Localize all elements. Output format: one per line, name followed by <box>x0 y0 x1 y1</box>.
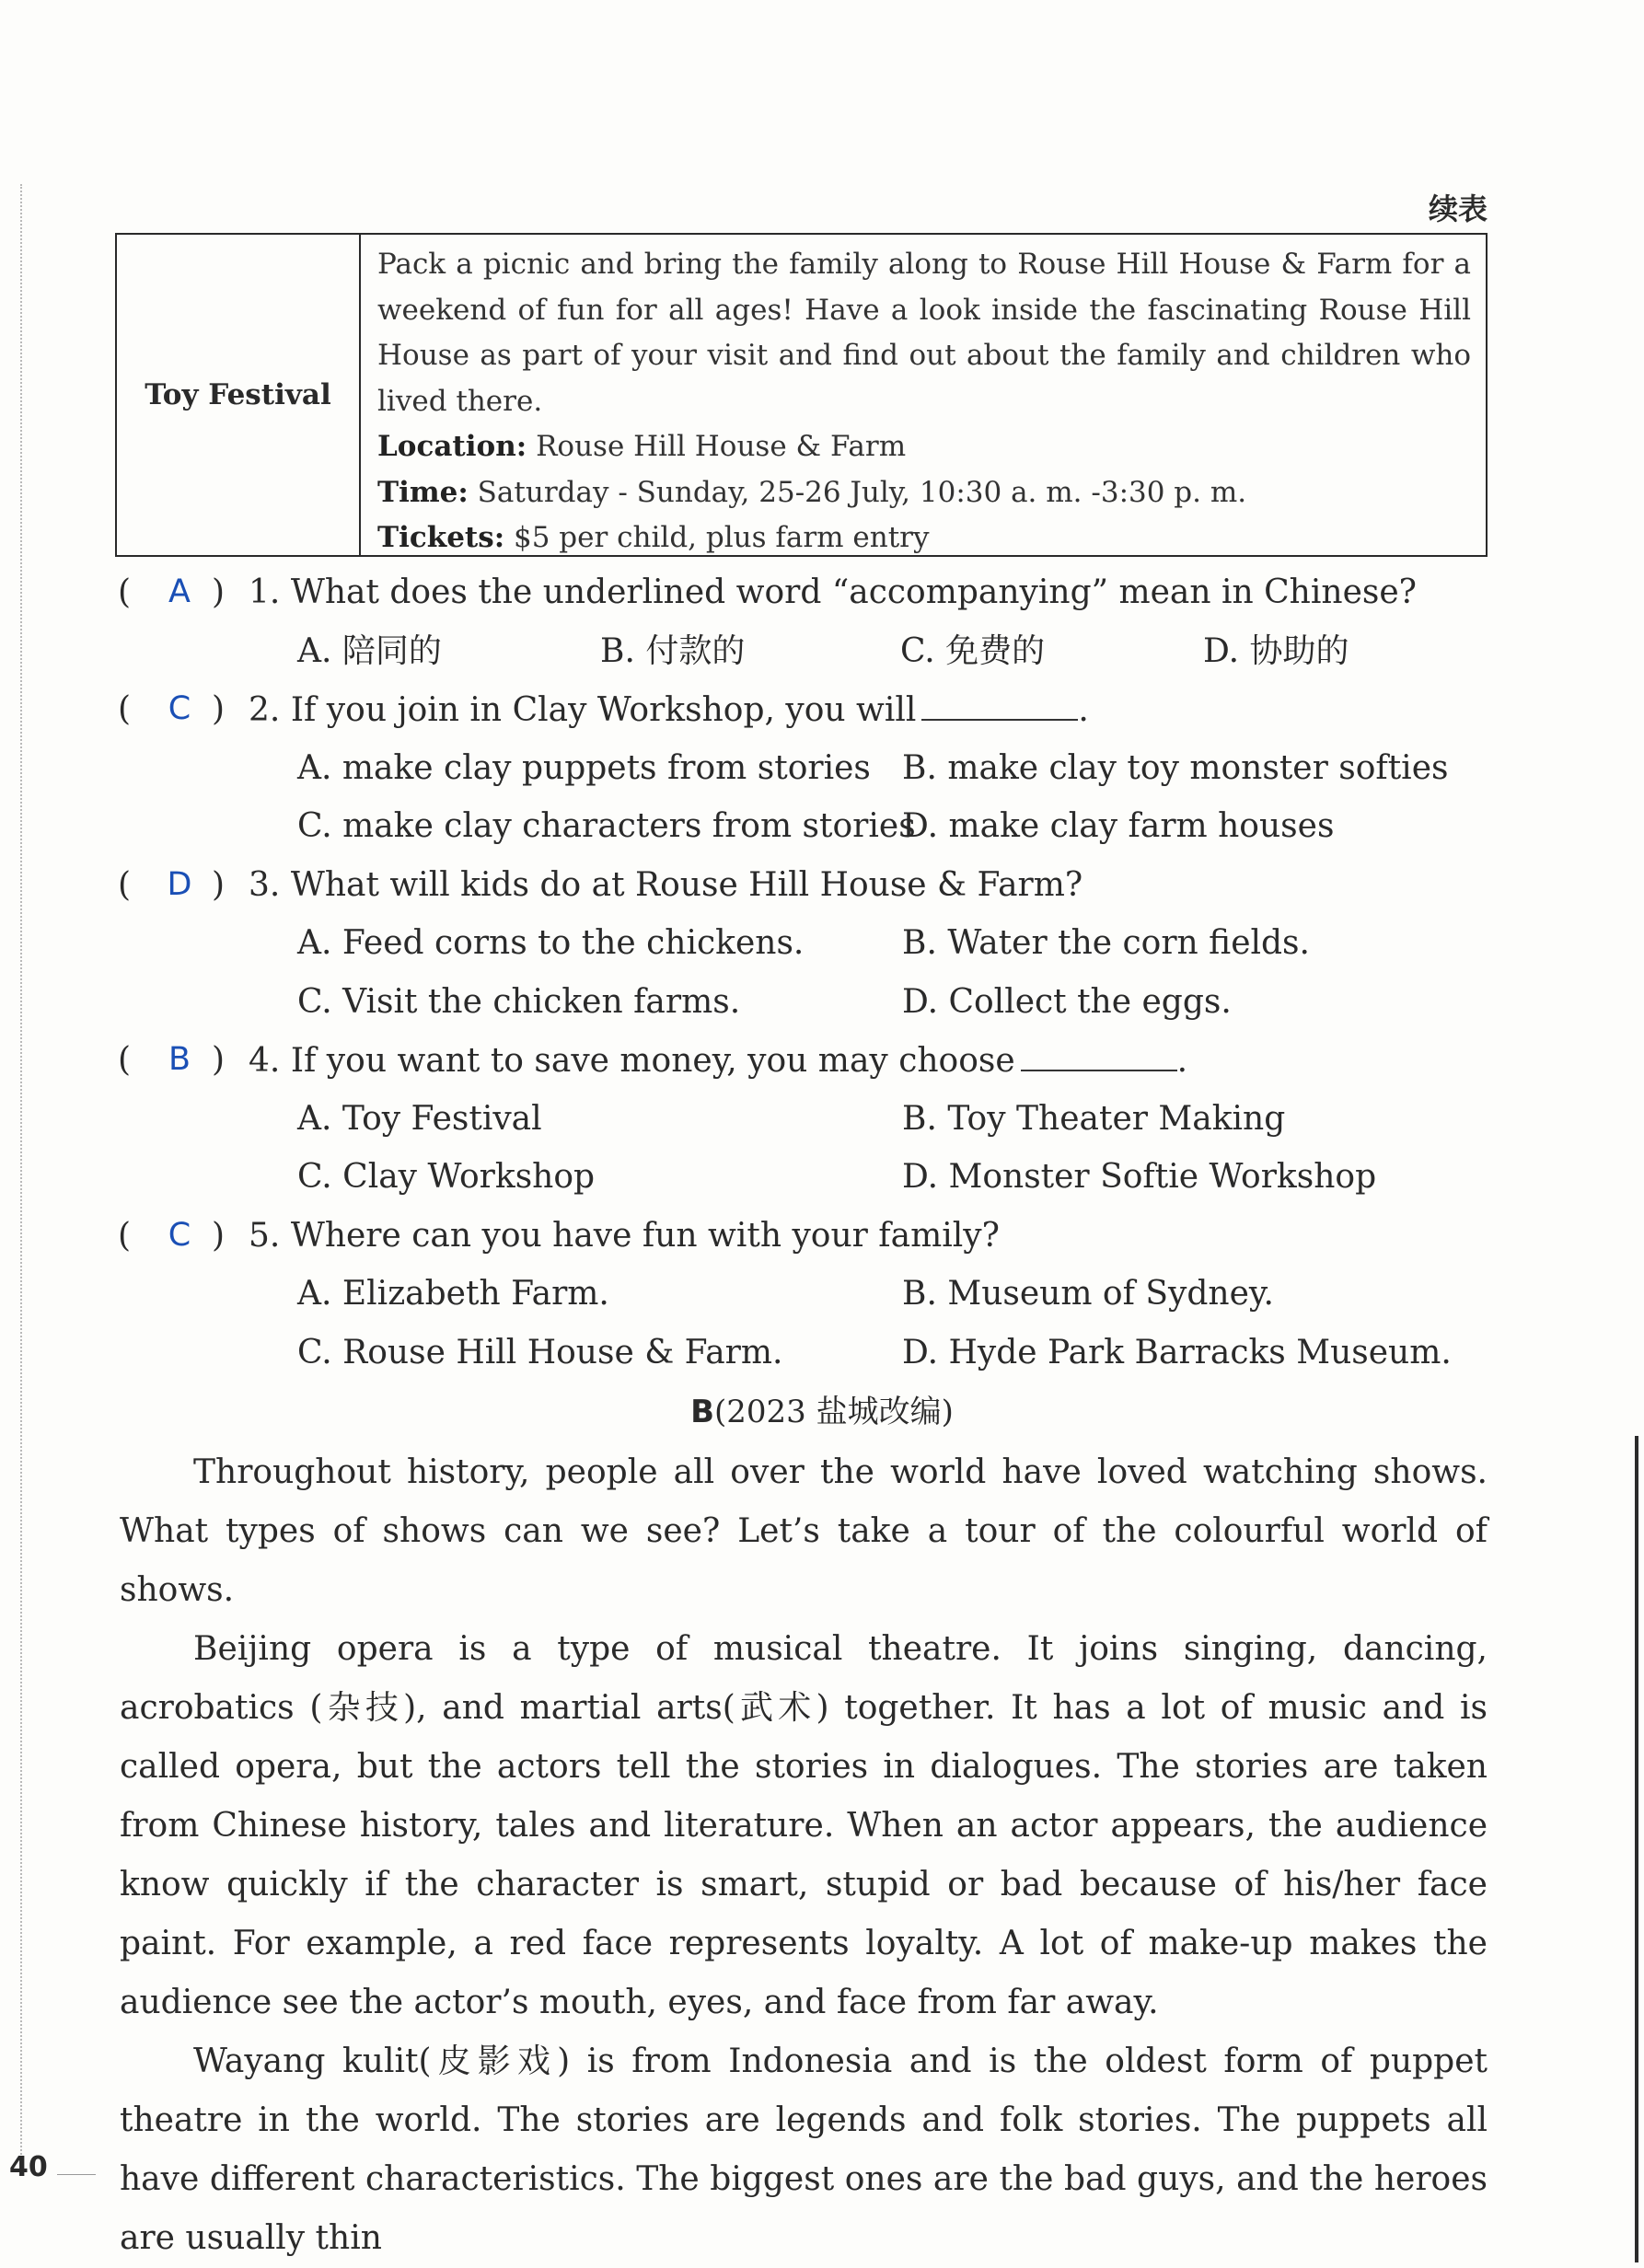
event-name-cell: Toy Festival <box>117 235 361 555</box>
section-source: (2023 盐城改编) <box>714 1394 954 1430</box>
option-a[interactable]: A. Elizabeth Farm. <box>297 1275 609 1313</box>
answer-mark: C <box>168 1216 191 1254</box>
page-number: 40 <box>9 2151 48 2183</box>
option-c[interactable]: C. 免费的 <box>900 631 1046 670</box>
option-a[interactable]: A. 陪同的 <box>297 631 442 670</box>
event-time: Time: Saturday - Sunday, 25-26 July, 10:30 a. m. -3:30 p. m. <box>377 475 1247 509</box>
option-b[interactable]: B. make clay toy monster softies <box>902 748 1449 787</box>
option-d[interactable]: D. Monster Softie Workshop <box>902 1158 1377 1196</box>
option-a[interactable]: A. Toy Festival <box>297 1099 542 1138</box>
question-stem: ( D ) 3. What will kids do at Rouse Hill House & Farm? <box>115 856 1496 915</box>
option-row <box>115 797 1496 856</box>
question-stem: ( C ) 5. Where can you have fun with your family? <box>115 1207 1496 1266</box>
question-stem: ( B ) 4. If you want to save money, you may choose . <box>115 1031 1496 1090</box>
option-row <box>115 622 1496 681</box>
option-d[interactable]: D. 协助的 <box>1203 631 1349 670</box>
option-d[interactable]: D. make clay farm houses <box>902 807 1335 845</box>
option-row <box>115 1148 1496 1207</box>
reading-passage <box>120 1443 1488 2268</box>
option-row <box>115 973 1496 1032</box>
binding-dotted-line <box>20 184 22 2172</box>
event-table <box>115 233 1488 557</box>
page-number-rule <box>57 2174 96 2175</box>
question-stem: ( A ) 1. What does the underlined word “accompanying” mean in Chinese? <box>115 563 1496 622</box>
event-description-cell <box>361 235 1486 555</box>
event-description: Pack a picnic and bring the family along to Rouse Hill House & Farm for a weekend of fun for all ages! Have a look inside the fascinating Rouse Hill House as part of your visit and find out about the family and children who lived there. <box>377 248 1471 418</box>
page-edge-shadow <box>1635 1436 1638 2262</box>
passage-paragraph: Throughout history, people all over the world have loved watching shows. What types of shows can we see? Let’s take a tour of the colourful world of shows. <box>120 1453 1488 1609</box>
option-c[interactable]: C. Rouse Hill House & Farm. <box>297 1333 783 1371</box>
answer-mark: C <box>168 690 191 727</box>
option-a[interactable]: A. make clay puppets from stories <box>297 748 871 787</box>
option-row <box>115 1265 1496 1324</box>
option-b[interactable]: B. Toy Theater Making <box>902 1099 1286 1138</box>
option-row <box>115 914 1496 973</box>
question-list <box>115 563 1496 1382</box>
option-d[interactable]: D. Collect the eggs. <box>902 982 1232 1021</box>
answer-blank[interactable] <box>1021 1031 1177 1071</box>
option-c[interactable]: C. make clay characters from stories <box>297 807 916 845</box>
answer-mark: B <box>168 1041 191 1078</box>
option-row <box>115 1324 1496 1383</box>
question-stem: ( C ) 2. If you join in Clay Workshop, you will . <box>115 680 1496 739</box>
section-letter: B <box>690 1394 715 1430</box>
option-d[interactable]: D. Hyde Park Barracks Museum. <box>902 1333 1452 1371</box>
option-a[interactable]: A. Feed corns to the chickens. <box>297 924 805 962</box>
section-heading <box>0 1386 1644 1431</box>
option-row <box>115 1090 1496 1149</box>
option-b[interactable]: B. Water the corn fields. <box>902 924 1310 962</box>
answer-mark: D <box>167 865 192 903</box>
event-location: Location: Rouse Hill House & Farm <box>377 430 907 463</box>
option-b[interactable]: B. Museum of Sydney. <box>902 1275 1274 1313</box>
table-continued-label: 续表 <box>1428 191 1488 226</box>
option-row <box>115 739 1496 798</box>
event-tickets: Tickets: $5 per child, plus farm entry <box>377 521 930 554</box>
option-c[interactable]: C. Visit the chicken farms. <box>297 982 741 1021</box>
answer-mark: A <box>168 573 191 610</box>
answer-blank[interactable] <box>921 680 1078 721</box>
option-b[interactable]: B. 付款的 <box>600 631 746 670</box>
passage-paragraph: Wayang kulit(皮影戏) is from Indonesia and is the oldest form of puppet theatre in the world. The stories are legends and folk stories. The puppets all have different characteristics. The biggest ones are the bad guys, and the heroes are usually thin <box>120 2042 1488 2257</box>
option-c[interactable]: C. Clay Workshop <box>297 1158 596 1196</box>
passage-paragraph: Beijing opera is a type of musical theatre. It joins singing, dancing, acrobatics (杂技), and martial arts(武术) together. It has a lot of music and is called opera, but the actors tell the stories in dialogues. The stories are taken from Chinese history, tales and literature. When an actor appears, the audience know quickly if the character is smart, stupid or bad because of his/her face paint. For example, a red face represents loyalty. A lot of make-up makes the audience see the actor’s mouth, eyes, and face from far away. <box>120 1630 1488 2021</box>
